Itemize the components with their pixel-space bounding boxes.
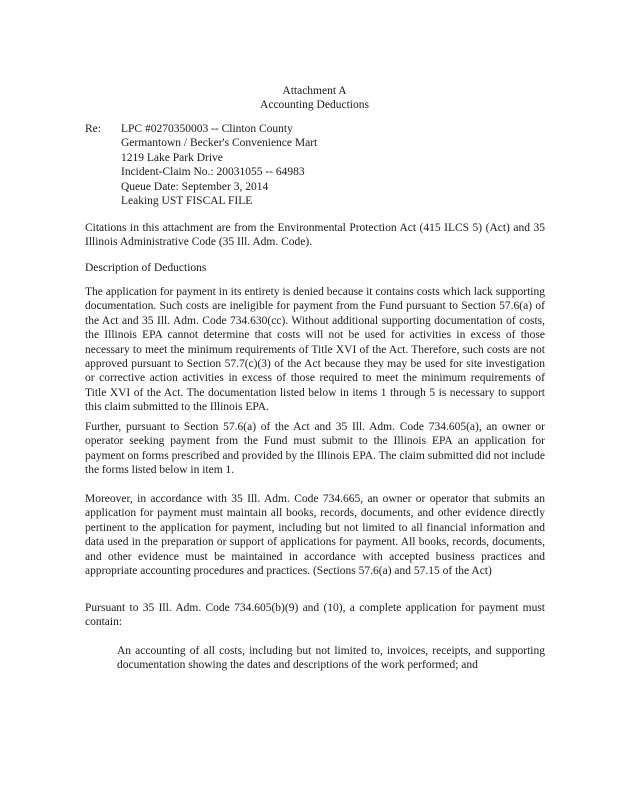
- description-heading: Description of Deductions: [85, 262, 207, 274]
- re-line-queue-date: Queue Date: September 3, 2014: [121, 180, 269, 193]
- attachment-subtitle: Accounting Deductions: [260, 99, 369, 111]
- re-line-incident-claim: Incident-Claim No.: 20031055 -- 64983: [121, 166, 305, 179]
- re-line-facility: Germantown / Becker's Convenience Mart: [121, 137, 318, 150]
- re-line-file: Leaking UST FISCAL FILE: [121, 195, 253, 208]
- re-line-lpc: LPC #0270350003 -- Clinton County: [121, 123, 293, 135]
- re-line-address: 1219 Lake Park Drive: [121, 151, 223, 164]
- attachment-title: Attachment A: [282, 85, 347, 97]
- citations-paragraph: Citations in this attachment are from the Environmental Protection Act (415 ILCS 5) (Act) and 35 Illinois Administrative Code (35 Ill. Adm. Code).: [85, 222, 545, 249]
- paragraph-records: Moreover, in accordance with 35 Ill. Adm. Code 734.665, an owner or operator that submits an application for payment must maintain all books, records, documents, and other evidence directly pertinent to the application for payment, including but not limited to all financial information and data used in the preparation or support of applications for payment. All books, records, documents, and other evidence must be maintained in accordance with accepted business practices and appropriate accounting procedures and practices. (Sections 57.6(a) and 57.15 of the Act): [85, 493, 545, 578]
- paragraph-requirements: Pursuant to 35 Ill. Adm. Code 734.605(b)(9) and (10), a complete application for payment must contain:: [85, 602, 545, 629]
- re-block: [121, 122, 317, 208]
- paragraph-accounting: An accounting of all costs, including but not limited to, invoices, receipts, and supporting documentation showing the dates and descriptions of the work performed; and: [117, 645, 545, 672]
- paragraph-forms: Further, pursuant to Section 57.6(a) of the Act and 35 Ill. Adm. Code 734.605(a), an owner or operator seeking payment from the Fund must submit to the Illinois EPA an application for payment on forms prescribed and provided by the Illinois EPA. The claim submitted did not include the forms listed below in item 1.: [85, 421, 545, 477]
- paragraph-denial: The application for payment in its entirety is denied because it contains costs which lack supporting documentation. Such costs are ineligible for payment from the Fund pursuant to Section 57.6(a) of the Act and 35 Ill. Adm. Code 734.630(cc). Without additional supporting documentation of costs, the Illinois EPA cannot determine that costs will not be used for activities in excess of those necessary to meet the minimum requirements of Title XVI of the Act. Therefore, such costs are not approved pursuant to Section 57.7(c)(3) of the Act because they may be used for site investigation or corrective action activities in excess of those required to meet the minimum requirements of Title XVI of the Act. The documentation listed below in items 1 through 5 is necessary to support this claim submitted to the Illinois EPA.: [85, 286, 545, 414]
- re-label: Re:: [85, 123, 101, 135]
